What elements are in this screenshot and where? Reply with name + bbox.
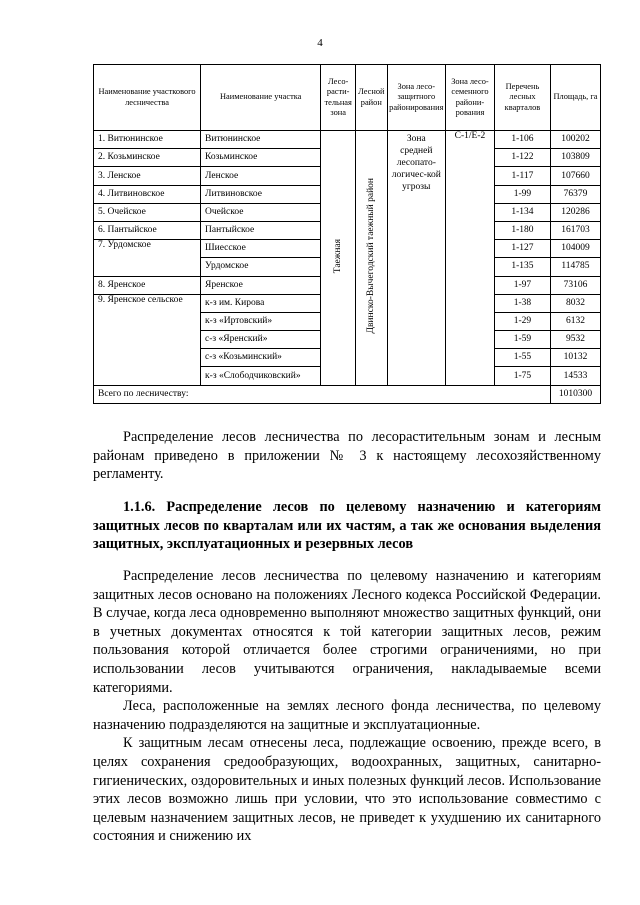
quarters-cell: 1-38: [494, 294, 550, 312]
area-cell: 161703: [550, 221, 600, 239]
table-row: [94, 131, 601, 149]
section-cell: Ленское: [201, 167, 321, 185]
area-cell: 10132: [550, 349, 600, 367]
page-number: 4: [317, 37, 323, 49]
forest-region-cell: [356, 131, 388, 386]
quarters-cell: 1-134: [494, 203, 550, 221]
forest-distribution-table: [93, 64, 601, 404]
area-cell: 103809: [550, 149, 600, 167]
area-cell: 114785: [550, 258, 600, 276]
area-cell: 107660: [550, 167, 600, 185]
quarters-cell: 1-99: [494, 185, 550, 203]
quarters-cell: 1-122: [494, 149, 550, 167]
district-cell: 5. Очейское: [94, 203, 201, 221]
area-cell: 104009: [550, 240, 600, 258]
total-label: Всего по лесничеству:: [94, 385, 551, 403]
body-text: [93, 567, 601, 846]
quarters-cell: 1-180: [494, 221, 550, 239]
total-row: [94, 385, 601, 403]
header-section: Наименование участка: [201, 65, 321, 131]
header-growth-zone: Лесо-расти-тельная зона: [321, 65, 356, 131]
area-cell: 6132: [550, 312, 600, 330]
growth-zone-text: Таежная: [332, 238, 343, 273]
district-cell: 4. Литвиновское: [94, 185, 201, 203]
section-cell: с-з «Козьминский»: [201, 349, 321, 367]
area-cell: 100202: [550, 131, 600, 149]
header-forest-region: Лесной район: [356, 65, 388, 131]
section-cell: Очейское: [201, 203, 321, 221]
quarters-cell: 1-127: [494, 240, 550, 258]
section-cell: Шиесское: [201, 240, 321, 258]
growth-zone-cell: [321, 131, 356, 386]
area-cell: 76379: [550, 185, 600, 203]
total-value: 1010300: [550, 385, 600, 403]
header-district: Наименование участкового лесничества: [94, 65, 201, 131]
section-cell: к-з «Иртовский»: [201, 312, 321, 330]
section-cell: Яренское: [201, 276, 321, 294]
district-cell: 1. Витюнинское: [94, 131, 201, 149]
area-cell: 8032: [550, 294, 600, 312]
body-paragraph: К защитным лесам отнесены леса, подлежащие освоению, прежде всего, в целях сохранения средообразующих, водоохранных, защитных, санитарно-гигиенических, оздоровительных и иных полезных функций лесов. Использование этих лесов возможно лишь при условии, что это использование совместимо с целевым назначением защитных лесов, не приведет к ухудшению их санитарного состояния и снижению их: [93, 735, 601, 845]
area-cell: 120286: [550, 203, 600, 221]
section-cell: Козьминское: [201, 149, 321, 167]
district-cell: 9. Яренское сельское: [94, 294, 201, 385]
quarters-cell: 1-59: [494, 331, 550, 349]
protection-zone-cell: Зона средней лесопато-логичес-кой угрозы: [387, 131, 445, 386]
area-cell: 9532: [550, 331, 600, 349]
quarters-cell: 1-106: [494, 131, 550, 149]
body-paragraph: Распределение лесов лесничества по целевому назначению и категориям защитных лесов основано на положениях Лесного кодекса Российской Федерации. В случае, когда леса одновременно выполняют множество защитных функций, они в учетных документах относятся к той категории защитных лесов, режим пользования которой отличается более строгими ограничениями, но при использовании лесов учитываются ограничения, накладываемые всеми категориями.: [93, 568, 601, 696]
area-cell: 14533: [550, 367, 600, 385]
paragraph-zones: Распределение лесов лесничества по лесорастительным зонам и лесным районам приведено в приложении № 3 к настоящему лесохозяйственному регламенту.: [93, 429, 601, 483]
section-heading: 1.1.6. Распределение лесов по целевому назначению и категориям защитных лесов по кварталам или их частям, а так же основания выделения защитных, эксплуатационных и резервных лесов: [93, 499, 601, 553]
section-cell: с-з «Яренский»: [201, 331, 321, 349]
table-header-row: [94, 65, 601, 131]
section-cell: Урдомское: [201, 258, 321, 276]
header-quarters: Перечень лесных кварталов: [494, 65, 550, 131]
seed-zone-cell: С-1/Е-2: [445, 131, 494, 386]
district-cell: 8. Яренское: [94, 276, 201, 294]
quarters-cell: 1-75: [494, 367, 550, 385]
district-cell: 2. Козьминское: [94, 149, 201, 167]
district-cell: 3. Ленское: [94, 167, 201, 185]
section-cell: Витюнинское: [201, 131, 321, 149]
forest-region-text: Двинско-Вычегодский таежный район: [365, 178, 376, 334]
district-cell: 7. Урдомское: [94, 240, 201, 276]
section-cell: к-з «Слободчиковский»: [201, 367, 321, 385]
header-area: Площадь, га: [550, 65, 600, 131]
quarters-cell: 1-117: [494, 167, 550, 185]
district-cell: 6. Пантыйское: [94, 221, 201, 239]
section-cell: Пантыйское: [201, 221, 321, 239]
area-cell: 73106: [550, 276, 600, 294]
quarters-cell: 1-135: [494, 258, 550, 276]
quarters-cell: 1-97: [494, 276, 550, 294]
header-protection-zone: Зона лесо-защитного районирования: [387, 65, 445, 131]
section-cell: Литвиновское: [201, 185, 321, 203]
header-seed-zone: Зона лесо-семенного райони-рования: [445, 65, 494, 131]
quarters-cell: 1-55: [494, 349, 550, 367]
section-cell: к-з им. Кирова: [201, 294, 321, 312]
quarters-cell: 1-29: [494, 312, 550, 330]
body-paragraph: Леса, расположенные на землях лесного фонда лесничества, по целевому назначению подразделяются на защитные и эксплуатационные.: [93, 698, 601, 733]
